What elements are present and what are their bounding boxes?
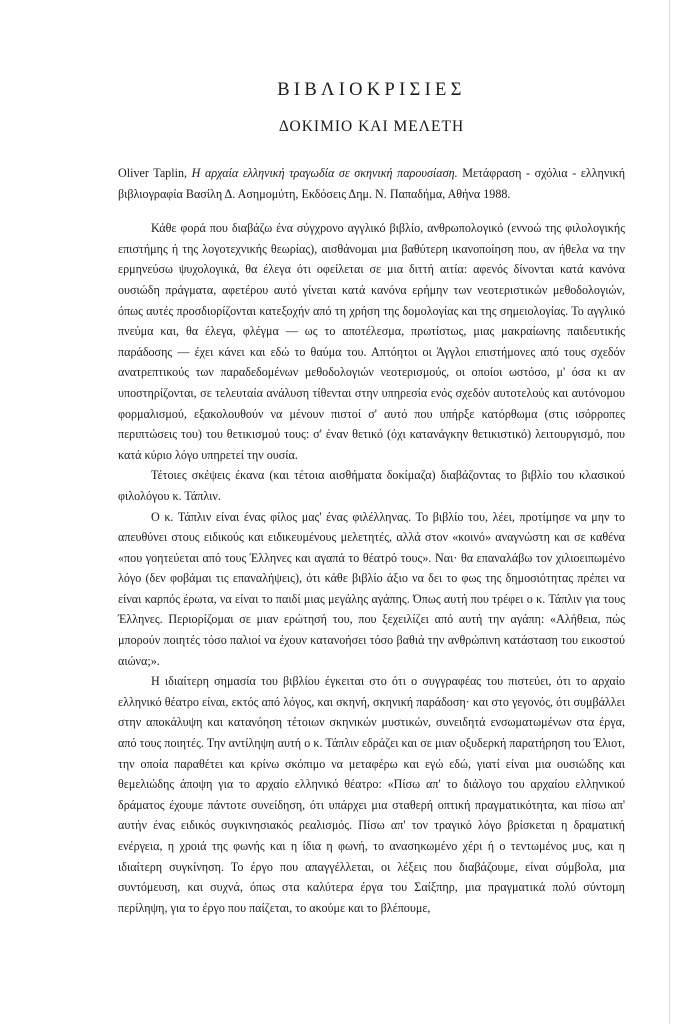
citation-details: Μετάφραση - σχόλια - ελληνική βιβλιογραφία Βασίλη Δ. Ασημομύτη, Εκδόσεις Δημ. Ν. Παπαδήμα, Αθήνα 1988. xyxy=(118,166,626,201)
body-paragraph-2: Τέτοιες σκέψεις έκανα (και τέτοια αισθήματα δοκίμαζα) διαβάζοντας το βιβλίο του κλασικού φιλολόγου κ. Τάπλιν. xyxy=(118,468,625,503)
page-edge xyxy=(669,0,670,1024)
body-paragraph-3: Ο κ. Τάπλιν είναι ένας φίλος μας' ένας φιλέλληνας. Το βιβλίο του, λέει, προτίμησε να μην το απευθύνει στους ειδικούς και ειδικευμένους μελετητές, αλλά στον «κοινό» αναγνώστη και σε καθένα «που γοητεύεται από τους Έλληνες και αγαπά το θέατρό τους». Ναι· θα επαναλάβω τον χιλιοειπωμένο λόγο (δεν φοβάμαι τις επαναλήψεις), ότι κάθε βιβλίο άξιο να δει το φως της δημοσιότητας πρέπει να είναι καρπός έρωτα, να είναι το παιδί μιας μεγάλης αγάπης. Όπως αυτή που τρέφει ο κ. Τάπλιν για τους Έλληνες. Περιορίζομαι σε μιαν ερώτησή του, που ξεχειλίζει από αυτή την αγάπη: «Αλήθεια, πώς μπορούν ποιητές τόσο παλιοί να έχουν κατανοήσει τόσο βαθιά την ανθρώπινη κατάσταση του εικοστού αιώνα;». xyxy=(118,509,625,668)
body-paragraph-4: Η ιδιαίτερη σημασία του βιβλίου έγκειται στο ότι ο συγγραφέας του πιστεύει, ότι το αρχαίο ελληνικό θέατρο είναι, εκτός από λόγος, και σκηνή, σκηνική παράδοση· και στο γεγονός, ότι συμβάλλει στην αποκάλυψη και κατανόηση τέτοιων σκηνικών μυστικών, συνειδητά ενσωματωμένων στα έργα, από τους ποιητές. Την αντίληψη αυτή ο κ. Τάπλιν εδράζει και σε μιαν οξυδερκή παρατήρηση του Έλιοτ, την οποία παραθέτει και κρίνω σκόπιμο να μεταφέρω και εγώ εδώ, γιατί είναι μια ουσιώδης και θεμελιώδης άποψη για το αρχαίο ελληνικό θέατρο: «Πίσω απ' το διάλογο του αρχαίου ελληνικού δράματος έχουμε πάντοτε συνείδηση, ότι υπάρχει μια σταθερή οπτική πραγματικότητα, και πίσω απ' αυτήν ένας ειδικός συγκινησιακός ρεαλισμός. Πίσω απ' τον τραγικό λόγο βρίσκεται η δραματική ενέργεια, η χροιά της φωνής και η ίδια η φωνή, το ανασηκωμένο χέρι ή ο τεντωμένος μυς, και η ιδιαίτερη συγκίνηση. Το έργο που απαγγέλλεται, οι λέξεις που διαβάζουμε, είναι σύμβολα, μια συντόμευση, και συχνά, όπως στα καλύτερα έργα του Σαίξπηρ, μια πραγματικά πολύ σύντομη περίληψη, για το έργο που παίζεται, το ακούμε και το βλέπουμε, xyxy=(118,674,625,915)
document-page xyxy=(118,78,625,918)
citation-title: Η αρχαία ελληνική τραγωδία σε σκηνική παρουσίαση. xyxy=(191,166,458,180)
review-citation xyxy=(118,163,625,204)
page-header: ΒΙΒΛΙΟΚΡΙΣΙΕΣ xyxy=(277,80,466,100)
citation-author: Oliver Taplin, xyxy=(118,166,188,180)
section-subtitle: ΔΟΚΙΜΙΟ ΚΑΙ ΜΕΛΕΤΗ xyxy=(278,118,465,135)
body-paragraph-1: Κάθε φορά που διαβάζω ένα σύγχρονο αγγλικό βιβλίο, ανθρωπολογικό (εννοώ της φιλολογικής επιστήμης ή της λογοτεχνικής θεωρίας), αισθάνομαι μια βαθύτερη ικανοποίηση που, αν ήθελα να την ερμηνεύσω ψυχολογικά, θα έλεγα ότι οφείλεται σε μια διττή αιτία: αφενός δίνονται κατά κανόνα ουσιώδη πράγματα, αφετέρου αυτό γίνεται κατά κανόνα ερήμην των νεοτεριστικών μεθοδολογιών, όπως αυτές προσδιορίζονται κατεξοχήν από τη χρήση της δομολογίας και της σημειολογίας. Το αγγλικό πνεύμα και, θα έλεγα, φλέγμα — ως το αποτέλεσμα, πρωτίστως, μιας μακραίωνης παιδευτικής παράδοσης — έχει κάνει και εδώ το θαύμα του. Απτόητοι οι Άγγλοι επιστήμονες από τους σχεδόν ανατρεπτικούς των παραδεδομένων μεθοδολογιών νεοτερισμούς, οι οποίοι ωστόσο, μ' όσα κι αν υποστηρίζονται, σε τελευταία ανάλυση τίθενται στην υπηρεσία ενός σχεδόν αυτοτελούς και αυτόνομου φορμαλισμού, εξακολουθούν να μένουν πιστοί σ' αυτό που υπήρξε κατόρθωμα (στις ισόρροπες περιπτώσεις του) του θετικισμού τους: σ' έναν θετικό (όχι κατανάγκην θετικιστικό) λειτουργισμό, που κατά κύριο λόγο υπηρετεί την ουσία. xyxy=(118,221,625,462)
